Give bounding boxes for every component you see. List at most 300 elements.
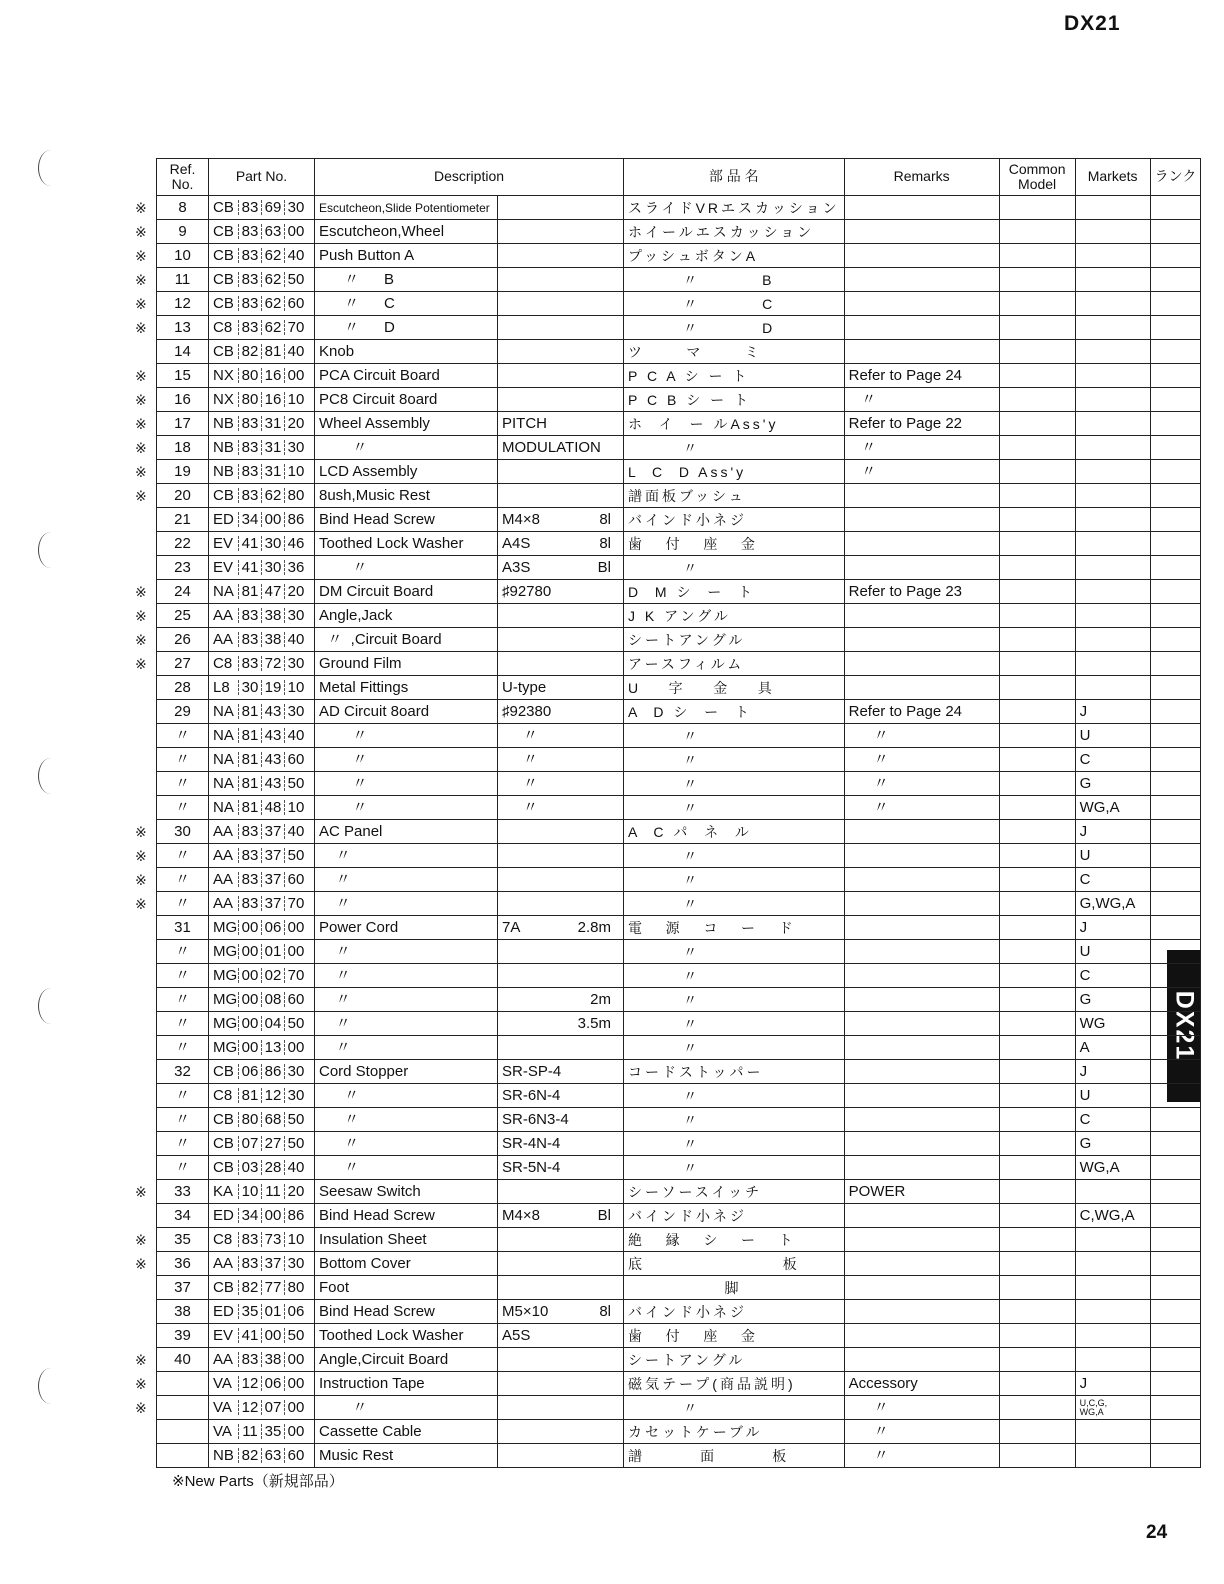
- rank-cell: [1150, 460, 1201, 484]
- spec-cell: [498, 1444, 624, 1468]
- rank-cell: [1150, 1108, 1201, 1132]
- table-row: [157, 1276, 1201, 1300]
- rank-cell: [1150, 1396, 1201, 1420]
- part-no-segment: ED: [213, 511, 234, 528]
- spec-value: A5S: [502, 1327, 531, 1344]
- ref-no-cell: [157, 1372, 209, 1396]
- part-no-segment: CB: [213, 487, 234, 504]
- ref-no-cell: [157, 1396, 209, 1420]
- rank-cell: [1150, 1372, 1201, 1396]
- table-row: [157, 988, 1201, 1012]
- part-no-segment: C8: [213, 1087, 233, 1104]
- common-model-cell: [999, 796, 1075, 820]
- rank-cell: [1150, 964, 1201, 988]
- part-no-segment: 11: [261, 1184, 284, 1199]
- part-no-cell: [209, 412, 315, 436]
- spec-value: PITCH: [502, 415, 547, 432]
- ref-no-cell: 27: [157, 652, 209, 676]
- col-ref-no: Ref. No.: [157, 159, 209, 196]
- part-no-segment: 80: [238, 392, 261, 407]
- part-no-cell: [209, 1036, 315, 1060]
- table-row: [157, 268, 1201, 292]
- rank-cell: [1150, 1204, 1201, 1228]
- description-cell: 〃: [315, 796, 498, 820]
- remarks-cell: 〃: [844, 748, 999, 772]
- part-no-segment: 81: [238, 752, 261, 767]
- spec-cell: [498, 1036, 624, 1060]
- part-no-segment: 83: [238, 872, 261, 887]
- part-no-segment: 01: [261, 944, 284, 959]
- part-no-segment: CB: [213, 343, 234, 360]
- part-no-segment: 37: [261, 896, 284, 911]
- table-row: [157, 316, 1201, 340]
- spec-value: ♯92780: [502, 583, 552, 600]
- common-model-cell: [999, 580, 1075, 604]
- table-row: [157, 532, 1201, 556]
- remarks-cell: [844, 244, 999, 268]
- new-part-mark: ※: [135, 896, 147, 912]
- part-no-cell: [209, 772, 315, 796]
- jp-name-cell: A C パ ネ ル: [624, 820, 845, 844]
- spec-cell: [498, 1156, 624, 1180]
- common-model-cell: [999, 1156, 1075, 1180]
- part-no-cell: [209, 292, 315, 316]
- part-no-segment: NB: [213, 1447, 234, 1464]
- ref-no-cell: 10: [157, 244, 209, 268]
- part-no-cell: [209, 1324, 315, 1348]
- markets-cell: [1075, 652, 1150, 676]
- table-row: [157, 556, 1201, 580]
- spec-cell: [498, 748, 624, 772]
- part-no-segment: 41: [238, 560, 261, 575]
- part-no-segment: 02: [261, 968, 284, 983]
- description-cell: Bind Head Screw: [315, 1300, 498, 1324]
- markets-cell: U: [1075, 844, 1150, 868]
- remarks-cell: [844, 844, 999, 868]
- part-no-segment: 50: [284, 1328, 307, 1343]
- remarks-cell: [844, 628, 999, 652]
- common-model-cell: [999, 196, 1075, 220]
- ref-no-cell: 〃: [157, 1108, 209, 1132]
- table-row: [157, 1084, 1201, 1108]
- spec-suffix: 8l: [599, 1303, 611, 1320]
- rank-cell: [1150, 1300, 1201, 1324]
- remarks-cell: [844, 1204, 999, 1228]
- part-no-cell: [209, 628, 315, 652]
- ref-no-cell: 12: [157, 292, 209, 316]
- common-model-cell: [999, 1348, 1075, 1372]
- spec-value: 〃: [502, 799, 538, 816]
- rank-cell: [1150, 412, 1201, 436]
- ref-no-cell: 17: [157, 412, 209, 436]
- part-no-segment: 50: [284, 1016, 307, 1031]
- jp-name-cell: 〃: [624, 556, 845, 580]
- rank-cell: [1150, 196, 1201, 220]
- spec-cell: [498, 1060, 624, 1084]
- jp-name-cell: 〃: [624, 1156, 845, 1180]
- jp-name-cell: 〃: [624, 844, 845, 868]
- jp-name-cell: 底 板: [624, 1252, 845, 1276]
- jp-name-cell: 〃: [624, 724, 845, 748]
- part-no-segment: CB: [213, 1159, 234, 1176]
- new-part-mark: ※: [135, 464, 147, 480]
- spec-value: 〃: [502, 775, 538, 792]
- spec-cell: [498, 604, 624, 628]
- part-no-segment: 00: [261, 512, 284, 527]
- table-row: [157, 364, 1201, 388]
- description-cell: Escutcheon,Slide Potentiometer: [315, 196, 498, 220]
- ref-no-cell: 25: [157, 604, 209, 628]
- part-no-segment: CB: [213, 223, 234, 240]
- part-no-segment: 60: [284, 752, 307, 767]
- part-no-segment: 30: [284, 656, 307, 671]
- part-no-segment: 83: [238, 464, 261, 479]
- spec-cell: [498, 676, 624, 700]
- markets-cell: [1075, 436, 1150, 460]
- part-no-segment: 81: [238, 584, 261, 599]
- part-no-cell: [209, 940, 315, 964]
- part-no-segment: AA: [213, 847, 234, 864]
- part-no-cell: [209, 844, 315, 868]
- table-row: [157, 1132, 1201, 1156]
- part-no-segment: CB: [213, 271, 234, 288]
- markets-cell: [1075, 292, 1150, 316]
- remarks-cell: [844, 556, 999, 580]
- ref-no-cell: [157, 1444, 209, 1468]
- common-model-cell: [999, 388, 1075, 412]
- markets-cell: [1075, 1252, 1150, 1276]
- spec-suffix: Bl: [597, 1207, 611, 1224]
- part-no-segment: 43: [261, 752, 284, 767]
- markets-cell: [1075, 1276, 1150, 1300]
- part-no-segment: 37: [261, 824, 284, 839]
- description-cell: Insulation Sheet: [315, 1228, 498, 1252]
- common-model-cell: [999, 508, 1075, 532]
- part-no-segment: 47: [261, 584, 284, 599]
- part-no-segment: 30: [284, 1088, 307, 1103]
- table-row: [157, 436, 1201, 460]
- markets-cell: [1075, 340, 1150, 364]
- common-model-cell: [999, 1060, 1075, 1084]
- spec-cell: [498, 1228, 624, 1252]
- part-no-segment: 86: [284, 512, 307, 527]
- part-no-segment: MG: [213, 991, 238, 1008]
- spec-cell: [498, 1132, 624, 1156]
- markets-cell: A: [1075, 1036, 1150, 1060]
- part-no-segment: 48: [261, 800, 284, 815]
- ref-no-cell: 〃: [157, 1012, 209, 1036]
- ref-no-cell: 30: [157, 820, 209, 844]
- spec-cell: [498, 772, 624, 796]
- jp-name-cell: 〃: [624, 988, 845, 1012]
- ref-no-cell: 19: [157, 460, 209, 484]
- remarks-cell: Refer to Page 24: [844, 364, 999, 388]
- remarks-cell: [844, 292, 999, 316]
- remarks-cell: Refer to Page 24: [844, 700, 999, 724]
- part-no-segment: 60: [284, 1448, 307, 1463]
- common-model-cell: [999, 916, 1075, 940]
- part-no-segment: 73: [261, 1232, 284, 1247]
- spec-value: 〃: [502, 727, 538, 744]
- part-no-cell: [209, 388, 315, 412]
- part-no-segment: CB: [213, 247, 234, 264]
- part-no-segment: VA: [213, 1375, 232, 1392]
- table-row: [157, 1012, 1201, 1036]
- part-no-segment: 69: [261, 200, 284, 215]
- jp-name-cell: 〃: [624, 1036, 845, 1060]
- part-no-segment: 35: [238, 1304, 261, 1319]
- part-no-segment: 40: [284, 344, 307, 359]
- description-cell: 〃 ,Circuit Board: [315, 628, 498, 652]
- part-no-segment: 63: [261, 1448, 284, 1463]
- spec-cell: [498, 1396, 624, 1420]
- common-model-cell: [999, 964, 1075, 988]
- description-cell: 8ush,Music Rest: [315, 484, 498, 508]
- part-no-segment: CB: [213, 1279, 234, 1296]
- ref-no-cell: 8: [157, 196, 209, 220]
- description-cell: 〃: [315, 1084, 498, 1108]
- description-cell: Foot: [315, 1276, 498, 1300]
- part-no-segment: 38: [261, 632, 284, 647]
- part-no-cell: [209, 1228, 315, 1252]
- part-no-segment: 40: [284, 824, 307, 839]
- common-model-cell: [999, 1204, 1075, 1228]
- jp-name-cell: バインド小ネジ: [624, 1204, 845, 1228]
- ref-no-cell: 〃: [157, 772, 209, 796]
- common-model-cell: [999, 1132, 1075, 1156]
- markets-cell: C: [1075, 1108, 1150, 1132]
- part-no-segment: 41: [238, 1328, 261, 1343]
- description-cell: 〃: [315, 988, 498, 1012]
- common-model-cell: [999, 364, 1075, 388]
- part-no-segment: 81: [238, 1088, 261, 1103]
- ref-no-cell: 37: [157, 1276, 209, 1300]
- common-model-cell: [999, 1276, 1075, 1300]
- part-no-cell: [209, 1204, 315, 1228]
- ref-no-cell: 〃: [157, 964, 209, 988]
- jp-name-cell: 〃 B: [624, 268, 845, 292]
- part-no-segment: 13: [261, 1040, 284, 1055]
- common-model-cell: [999, 340, 1075, 364]
- jp-name-cell: 絶 縁 シ ー ト: [624, 1228, 845, 1252]
- jp-name-cell: バインド小ネジ: [624, 1300, 845, 1324]
- part-no-segment: 83: [238, 224, 261, 239]
- part-no-segment: NA: [213, 727, 234, 744]
- spec-cell: [498, 820, 624, 844]
- markets-cell: [1075, 196, 1150, 220]
- remarks-cell: [844, 268, 999, 292]
- description-cell: PCA Circuit Board: [315, 364, 498, 388]
- markets-cell: [1075, 1180, 1150, 1204]
- part-no-cell: [209, 652, 315, 676]
- spec-cell: [498, 388, 624, 412]
- part-no-segment: 10: [284, 392, 307, 407]
- part-no-segment: 77: [261, 1280, 284, 1295]
- part-no-segment: 07: [238, 1136, 261, 1151]
- part-no-segment: 10: [238, 1184, 261, 1199]
- spec-cell: [498, 196, 624, 220]
- description-cell: 〃: [315, 844, 498, 868]
- ref-no-cell: 24: [157, 580, 209, 604]
- part-no-segment: 30: [284, 200, 307, 215]
- part-no-segment: VA: [213, 1399, 232, 1416]
- jp-name-cell: ツ マ ミ: [624, 340, 845, 364]
- part-no-segment: 30: [261, 536, 284, 551]
- description-cell: Angle,Circuit Board: [315, 1348, 498, 1372]
- jp-name-cell: 歯 付 座 金: [624, 532, 845, 556]
- jp-name-cell: A D シ ー ト: [624, 700, 845, 724]
- rank-cell: [1150, 1084, 1201, 1108]
- part-no-cell: [209, 1348, 315, 1372]
- part-no-segment: 06: [284, 1304, 307, 1319]
- remarks-cell: [844, 220, 999, 244]
- markets-cell: [1075, 484, 1150, 508]
- rank-cell: [1150, 724, 1201, 748]
- rank-cell: [1150, 1132, 1201, 1156]
- remarks-cell: Accessory: [844, 1372, 999, 1396]
- ref-no-cell: 16: [157, 388, 209, 412]
- part-no-segment: 31: [261, 464, 284, 479]
- rank-cell: [1150, 484, 1201, 508]
- table-row: [157, 916, 1201, 940]
- common-model-cell: [999, 244, 1075, 268]
- new-part-mark: ※: [135, 368, 147, 384]
- part-no-segment: 63: [261, 224, 284, 239]
- jp-name-cell: 譜 面 板: [624, 1444, 845, 1468]
- spec-cell: [498, 412, 624, 436]
- rank-cell: [1150, 244, 1201, 268]
- markets-cell: J: [1075, 820, 1150, 844]
- description-cell: Angle,Jack: [315, 604, 498, 628]
- part-no-segment: 38: [261, 1352, 284, 1367]
- spec-cell: [498, 292, 624, 316]
- ref-no-cell: 〃: [157, 796, 209, 820]
- common-model-cell: [999, 940, 1075, 964]
- part-no-segment: 10: [284, 464, 307, 479]
- part-no-segment: 30: [284, 704, 307, 719]
- remarks-cell: [844, 1324, 999, 1348]
- part-no-segment: MG: [213, 1015, 238, 1032]
- description-cell: 〃: [315, 1156, 498, 1180]
- part-no-cell: [209, 1420, 315, 1444]
- jp-name-cell: 〃: [624, 1012, 845, 1036]
- part-no-segment: 00: [284, 1400, 307, 1415]
- part-no-segment: 50: [284, 776, 307, 791]
- markets-cell: [1075, 388, 1150, 412]
- spec-cell: [498, 796, 624, 820]
- spec-value: 7A: [502, 919, 521, 936]
- part-no-cell: [209, 220, 315, 244]
- part-no-segment: CB: [213, 1135, 234, 1152]
- spec-cell: [498, 220, 624, 244]
- spec-suffix: 8l: [599, 535, 611, 552]
- new-part-mark: ※: [135, 200, 147, 216]
- jp-name-cell: カセットケーブル: [624, 1420, 845, 1444]
- part-no-segment: 86: [284, 1208, 307, 1223]
- part-no-segment: NB: [213, 415, 234, 432]
- markets-cell: [1075, 580, 1150, 604]
- ref-no-cell: 〃: [157, 1084, 209, 1108]
- rank-cell: [1150, 1180, 1201, 1204]
- common-model-cell: [999, 748, 1075, 772]
- spec-value: A3S: [502, 559, 531, 576]
- part-no-cell: [209, 1300, 315, 1324]
- part-no-segment: 70: [284, 896, 307, 911]
- part-no-segment: 00: [284, 920, 307, 935]
- part-no-segment: KA: [213, 1183, 234, 1200]
- rank-cell: [1150, 676, 1201, 700]
- page-number: 24: [1146, 1522, 1168, 1543]
- common-model-cell: [999, 844, 1075, 868]
- part-no-segment: 83: [238, 656, 261, 671]
- spec-value: M4×8: [502, 511, 540, 528]
- part-no-cell: [209, 1132, 315, 1156]
- common-model-cell: [999, 316, 1075, 340]
- spec-cell: [498, 724, 624, 748]
- description-cell: DM Circuit Board: [315, 580, 498, 604]
- part-no-segment: 30: [261, 560, 284, 575]
- part-no-cell: [209, 340, 315, 364]
- part-no-cell: [209, 724, 315, 748]
- rank-cell: [1150, 1156, 1201, 1180]
- part-no-segment: 40: [284, 728, 307, 743]
- new-part-mark: ※: [135, 416, 147, 432]
- jp-name-cell: 〃: [624, 1132, 845, 1156]
- ref-no-cell: 〃: [157, 724, 209, 748]
- part-no-segment: 83: [238, 1352, 261, 1367]
- description-cell: 〃: [315, 724, 498, 748]
- markets-cell: [1075, 1228, 1150, 1252]
- new-part-mark: ※: [135, 848, 147, 864]
- part-no-cell: [209, 1060, 315, 1084]
- part-no-segment: 12: [238, 1400, 261, 1415]
- part-no-segment: NA: [213, 751, 234, 768]
- ref-no-cell: 20: [157, 484, 209, 508]
- description-cell: Power Cord: [315, 916, 498, 940]
- common-model-cell: [999, 772, 1075, 796]
- part-no-segment: 27: [261, 1136, 284, 1151]
- spec-value: SR-5N-4: [502, 1159, 561, 1176]
- ref-no-cell: 29: [157, 700, 209, 724]
- part-no-segment: 83: [238, 1256, 261, 1271]
- spec-cell: [498, 892, 624, 916]
- ref-no-cell: 〃: [157, 1036, 209, 1060]
- rank-cell: [1150, 796, 1201, 820]
- remarks-cell: [844, 820, 999, 844]
- part-no-segment: CB: [213, 1063, 234, 1080]
- jp-name-cell: U 字 金 具: [624, 676, 845, 700]
- jp-name-cell: シーソースイッチ: [624, 1180, 845, 1204]
- part-no-cell: [209, 1084, 315, 1108]
- rank-cell: [1150, 1276, 1201, 1300]
- spec-cell: [498, 508, 624, 532]
- remarks-cell: [844, 988, 999, 1012]
- spec-cell: [498, 940, 624, 964]
- jp-name-cell: D M シ ー ト: [624, 580, 845, 604]
- spec-value: 〃: [502, 751, 538, 768]
- rank-cell: [1150, 340, 1201, 364]
- part-no-cell: [209, 1156, 315, 1180]
- jp-name-cell: 〃: [624, 1108, 845, 1132]
- common-model-cell: [999, 1396, 1075, 1420]
- part-no-segment: C8: [213, 319, 233, 336]
- markets-cell: J: [1075, 916, 1150, 940]
- remarks-cell: [844, 1252, 999, 1276]
- markets-cell: G,WG,A: [1075, 892, 1150, 916]
- part-no-cell: [209, 820, 315, 844]
- table-row: [157, 772, 1201, 796]
- part-no-segment: 00: [284, 1424, 307, 1439]
